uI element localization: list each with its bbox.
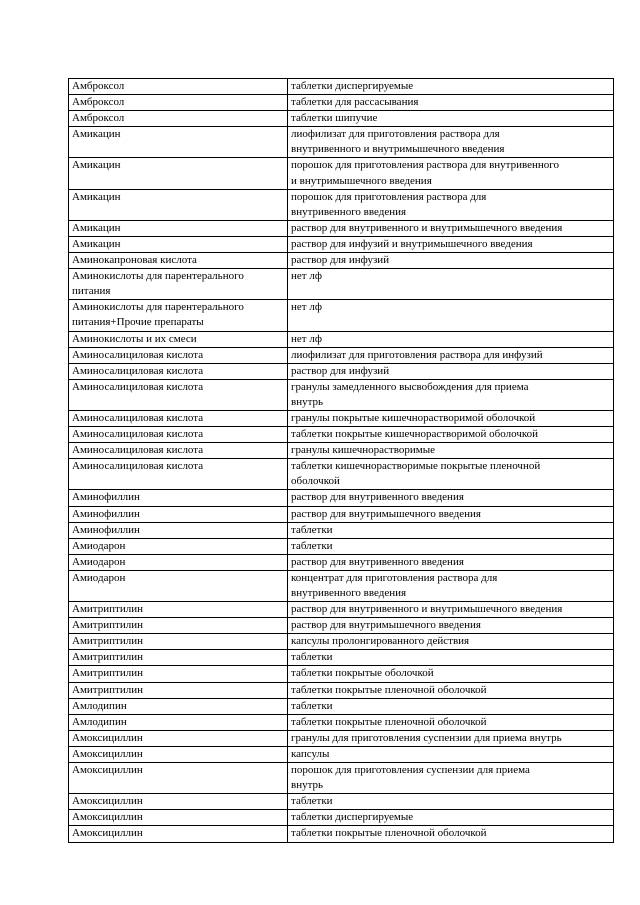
table-row [69, 253, 614, 269]
dosage-form-cell: таблетки покрытые пленочной оболочкой [288, 714, 614, 730]
drug-name-cell: Аминосалициловая кислота [69, 363, 288, 379]
dosage-form-cell: раствор для внутривенного и внутримышечного введения [288, 602, 614, 618]
dosage-form-cell: раствор для внутривенного введения [288, 554, 614, 570]
dosage-form-cell: таблетки [288, 538, 614, 554]
table-row [69, 220, 614, 236]
drug-name-cell: Амлодипин [69, 698, 288, 714]
table-row [69, 158, 614, 189]
dosage-form-cell: нет лф [288, 300, 614, 331]
dosage-form-cell: раствор для инфузий и внутримышечного введения [288, 236, 614, 252]
drug-name-cell: Аминофиллин [69, 522, 288, 538]
drug-name-cell: Амиодарон [69, 570, 288, 601]
drug-name-cell: Амлодипин [69, 714, 288, 730]
dosage-form-cell: таблетки [288, 698, 614, 714]
table-row [69, 427, 614, 443]
dosage-form-cell: таблетки покрытые оболочкой [288, 666, 614, 682]
table-row [69, 570, 614, 601]
dosage-form-cell: нет лф [288, 269, 614, 300]
drug-name-cell: Аминофиллин [69, 490, 288, 506]
dosage-form-cell: гранулы кишечнорастворимые [288, 443, 614, 459]
dosage-form-cell: таблетки для рассасывания [288, 95, 614, 111]
dosage-form-cell: раствор для внутривенного введения [288, 490, 614, 506]
drug-name-cell: Аминокислоты для парентерального питания+Прочие препараты [69, 300, 288, 331]
dosage-form-cell: порошок для приготовления раствора для внутривенного введения [288, 189, 614, 220]
dosage-form-cell: капсулы пролонгированного действия [288, 634, 614, 650]
table-row [69, 746, 614, 762]
table-row [69, 794, 614, 810]
table-row [69, 730, 614, 746]
drug-name-cell: Аминосалициловая кислота [69, 410, 288, 426]
drug-name-cell: Амоксициллин [69, 730, 288, 746]
table-row [69, 127, 614, 158]
drug-name-cell: Амитриптилин [69, 634, 288, 650]
drug-name-cell: Аминосалициловая кислота [69, 459, 288, 490]
drug-name-cell: Амброксол [69, 95, 288, 111]
dosage-form-cell: таблетки [288, 650, 614, 666]
drug-name-cell: Аминосалициловая кислота [69, 379, 288, 410]
table-row [69, 538, 614, 554]
table-row [69, 522, 614, 538]
drug-name-cell: Амоксициллин [69, 826, 288, 842]
drug-name-cell: Аминосалициловая кислота [69, 427, 288, 443]
dosage-form-cell: капсулы [288, 746, 614, 762]
drug-name-cell: Амикацин [69, 220, 288, 236]
table-row [69, 79, 614, 95]
drug-name-cell: Амброксол [69, 111, 288, 127]
table-row [69, 236, 614, 252]
drug-name-cell: Аминосалициловая кислота [69, 347, 288, 363]
table-row [69, 347, 614, 363]
drug-name-cell: Амитриптилин [69, 650, 288, 666]
dosage-form-cell: таблетки [288, 794, 614, 810]
drug-name-cell: Амитриптилин [69, 602, 288, 618]
drug-name-cell: Амоксициллин [69, 794, 288, 810]
drug-name-cell: Аминофиллин [69, 506, 288, 522]
drug-name-cell: Амитриптилин [69, 618, 288, 634]
dosage-form-cell: таблетки шипучие [288, 111, 614, 127]
drug-name-cell: Амикацин [69, 189, 288, 220]
dosage-form-cell: гранулы для приготовления суспензии для приема внутрь [288, 730, 614, 746]
dosage-form-cell: таблетки кишечнорастворимые покрытые пленочной оболочкой [288, 459, 614, 490]
drug-name-cell: Амброксол [69, 79, 288, 95]
dosage-form-cell: таблетки [288, 522, 614, 538]
table-row [69, 826, 614, 842]
table-row [69, 490, 614, 506]
drug-name-cell: Аминосалициловая кислота [69, 443, 288, 459]
table-row [69, 300, 614, 331]
table-row [69, 379, 614, 410]
drug-name-cell: Амитриптилин [69, 682, 288, 698]
dosage-form-cell: раствор для внутривенного и внутримышечного введения [288, 220, 614, 236]
dosage-form-cell: концентрат для приготовления раствора для внутривенного введения [288, 570, 614, 601]
table-body [69, 79, 614, 843]
table-row [69, 618, 614, 634]
dosage-form-cell: лиофилизат для приготовления раствора для инфузий [288, 347, 614, 363]
drug-name-cell: Амитриптилин [69, 666, 288, 682]
table-row [69, 763, 614, 794]
dosage-form-cell: гранулы покрытые кишечнорастворимой оболочкой [288, 410, 614, 426]
table-row [69, 634, 614, 650]
dosage-form-cell: порошок для приготовления суспензии для приема внутрь [288, 763, 614, 794]
drug-name-cell: Аминокислоты для парентерального питания [69, 269, 288, 300]
table-row [69, 363, 614, 379]
drug-name-cell: Аминокислоты и их смеси [69, 331, 288, 347]
drug-name-cell: Амиодарон [69, 554, 288, 570]
dosage-form-cell: таблетки покрытые кишечнорастворимой оболочкой [288, 427, 614, 443]
drug-name-cell: Амикацин [69, 127, 288, 158]
drug-name-cell: Амиодарон [69, 538, 288, 554]
table-row [69, 698, 614, 714]
dosage-form-cell: порошок для приготовления раствора для внутривенного и внутримышечного введения [288, 158, 614, 189]
table-row [69, 189, 614, 220]
table-row [69, 331, 614, 347]
table-row [69, 650, 614, 666]
table-row [69, 410, 614, 426]
dosage-form-cell: таблетки покрытые пленочной оболочкой [288, 682, 614, 698]
dosage-form-cell: таблетки диспергируемые [288, 79, 614, 95]
table-row [69, 269, 614, 300]
drug-name-cell: Амоксициллин [69, 763, 288, 794]
drug-name-cell: Аминокапроновая кислота [69, 253, 288, 269]
dosage-form-cell: таблетки покрытые пленочной оболочкой [288, 826, 614, 842]
table-row [69, 459, 614, 490]
drug-name-cell: Амоксициллин [69, 810, 288, 826]
dosage-form-cell: раствор для инфузий [288, 363, 614, 379]
table-row [69, 714, 614, 730]
table-row [69, 602, 614, 618]
dosage-form-cell: гранулы замедленного высвобождения для приема внутрь [288, 379, 614, 410]
table-row [69, 554, 614, 570]
dosage-form-cell: нет лф [288, 331, 614, 347]
dosage-form-cell: таблетки диспергируемые [288, 810, 614, 826]
table-row [69, 111, 614, 127]
dosage-form-cell: раствор для внутримышечного введения [288, 618, 614, 634]
dosage-form-cell: раствор для внутримышечного введения [288, 506, 614, 522]
table-row [69, 443, 614, 459]
drug-forms-table [68, 78, 614, 843]
drug-name-cell: Амикацин [69, 158, 288, 189]
table-row [69, 666, 614, 682]
drug-name-cell: Амикацин [69, 236, 288, 252]
dosage-form-cell: раствор для инфузий [288, 253, 614, 269]
table-row [69, 682, 614, 698]
dosage-form-cell: лиофилизат для приготовления раствора для внутривенного и внутримышечного введения [288, 127, 614, 158]
table-row [69, 506, 614, 522]
table-row [69, 95, 614, 111]
table-row [69, 810, 614, 826]
drug-name-cell: Амоксициллин [69, 746, 288, 762]
